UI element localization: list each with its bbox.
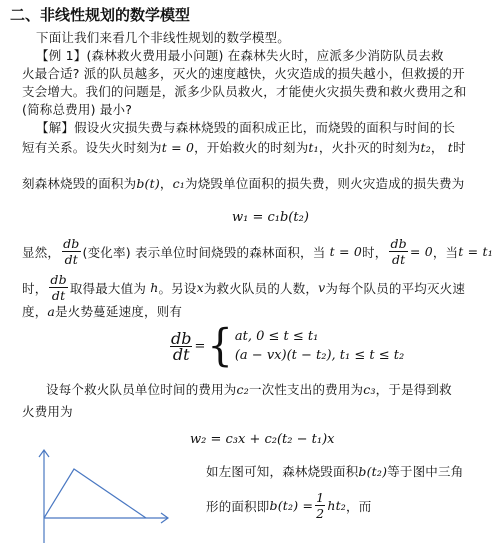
- example-line-2: 火最合适? 派的队员越多，灭火的速度越快，火灾造成的损失越小，但救援的开: [22, 66, 465, 81]
- example-line-4: (简称总费用) 最小?: [22, 102, 133, 117]
- example-line-1: 【例 1】(森林救火费用最小问题) 在森林失火时，应派多少消防队员去救: [36, 48, 444, 63]
- para2-line-1: 显然， $\frac{db}{dt}$ (变化率) 表示单位时间烧毁的森林面积，当 t = 0 时， $\frac{db}{dt}$ = 0 ，当 t = t₁: [22, 236, 493, 267]
- fraction-db-dt: $\frac{db}{dt}$: [50, 272, 67, 303]
- solution-line-2: 短有关系。设失火时刻为t = 0，开始救火的时刻为t₁，火扑灭的时刻为t₂， t时: [22, 140, 466, 155]
- para3-line-1: 设每个救火队员单位时间的费用为c₂一次性支出的费用为c₃，于是得到救: [46, 382, 452, 397]
- triangle-shape: [44, 469, 146, 518]
- solution-tag: 【解】: [36, 120, 75, 135]
- fraction-db-dt: $\frac{db}{dt}$: [390, 236, 407, 267]
- solution-line-3: 刻森林烧毁的面积为b(t)，c₁为烧毁单位面积的损失费，则火灾造成的损失费为: [22, 176, 465, 191]
- para4-line-2: 形的面积即 b(t₂) = $\frac{1}{2}$ ht₂ ，而: [206, 490, 372, 521]
- example-tag: 【例 1】: [36, 48, 87, 63]
- formula-w1: w₁ = c₁b(t₂): [232, 210, 309, 225]
- fraction-db-dt: $\frac{db}{dt}$: [171, 328, 192, 364]
- formula-w2: w₂ = c₃x + c₂(t₂ − t₁)x: [190, 432, 335, 447]
- fraction-half: $\frac{1}{2}$: [316, 490, 325, 521]
- fraction-db-dt: $\frac{db}{dt}$: [63, 236, 80, 267]
- solution-line-1: 【解】假设火灾损失费与森林烧毁的面积成正比，而烧毁的面积与时间的长: [36, 120, 456, 135]
- brace-icon: {: [207, 320, 233, 372]
- intro-text: 下面让我们来看几个非线性规划的数学模型。: [36, 30, 291, 45]
- triangle-diagram: [30, 445, 175, 550]
- para2-line-3: 度，a是火势蔓延速度，则有: [22, 304, 183, 319]
- section-heading: 二、非线性规划的数学模型: [10, 6, 191, 24]
- para4-line-1: 如左图可知，森林烧毁面积b(t₂)等于图中三角: [206, 464, 464, 479]
- para3-line-2: 火费用为: [22, 404, 73, 419]
- example-line-3: 支会增大。我们的问题是，派多少队员救火，才能使火灾损失费和救火费用之和: [22, 84, 467, 99]
- para2-line-2: 时， $\frac{db}{dt}$ 取得最大值为 h 。另设 x 为救火队员的人数， v 为每个队员的平均灭火速: [22, 272, 466, 303]
- formula-piecewise: $\frac{db}{dt}$ = { at, 0 ≤ t ≤ t₁ (a − vx)(t − t₂), t₁ ≤ t ≤ t₂: [171, 320, 405, 372]
